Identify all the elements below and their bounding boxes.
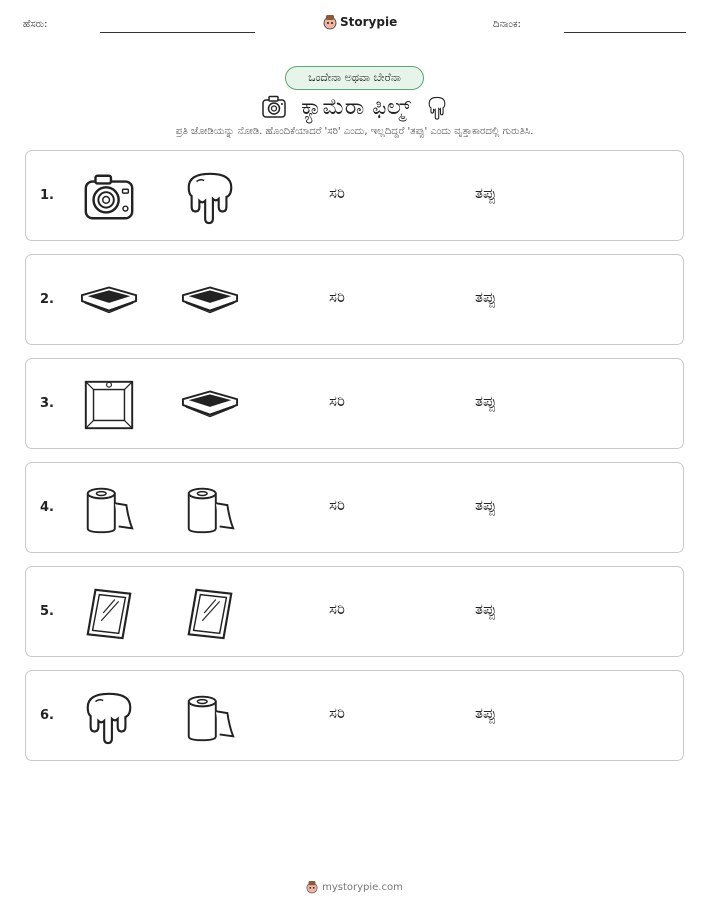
question-number: 2. — [40, 292, 54, 307]
date-label: ದಿನಾಂಕ: — [493, 19, 521, 30]
melting-drip-icon — [80, 688, 138, 746]
page-title: ಕ್ಯಾಮೆರಾ ಫಿಲ್ಮ್ — [301, 94, 412, 120]
film-roll-icon — [181, 688, 239, 746]
name-field[interactable] — [100, 32, 255, 33]
option-true[interactable]: ಸರಿ — [329, 288, 345, 306]
footer — [0, 880, 709, 894]
developing-tray-icon — [181, 272, 239, 330]
glass-slide-icon — [181, 584, 239, 642]
option-true[interactable]: ಸರಿ — [329, 184, 345, 202]
title-row — [0, 90, 709, 124]
camera-icon — [259, 92, 289, 122]
option-true[interactable]: ಸರಿ — [329, 392, 345, 410]
name-label: ಹೆಸರು: — [23, 19, 48, 30]
glass-slide-icon — [80, 584, 138, 642]
option-true[interactable]: ಸರಿ — [329, 600, 345, 618]
date-field[interactable] — [564, 32, 686, 33]
question-card — [25, 566, 684, 657]
mascot-icon — [306, 880, 318, 894]
option-false[interactable]: ತಪ್ಪು — [475, 184, 497, 202]
melting-drip-icon — [424, 92, 450, 122]
option-false[interactable]: ತಪ್ಪು — [475, 704, 497, 722]
film-roll-icon — [80, 480, 138, 538]
picture-frame-icon — [80, 376, 138, 434]
option-true[interactable]: ಸರಿ — [329, 704, 345, 722]
brand-name: Storypie — [340, 15, 398, 29]
option-false[interactable]: ತಪ್ಪು — [475, 600, 497, 618]
option-true[interactable]: ಸರಿ — [329, 496, 345, 514]
question-number: 6. — [40, 708, 54, 723]
worksheet-type-badge: ಒಂದೇನಾ ಅಥವಾ ಬೇರೆನಾ — [285, 66, 424, 90]
developing-tray-icon — [181, 376, 239, 434]
option-false[interactable]: ತಪ್ಪು — [475, 496, 497, 514]
mascot-icon — [323, 14, 337, 30]
option-false[interactable]: ತಪ್ಪು — [475, 392, 497, 410]
question-number: 1. — [40, 188, 54, 203]
question-number: 5. — [40, 604, 54, 619]
question-card — [25, 254, 684, 345]
question-card — [25, 670, 684, 761]
instructions: ಪ್ರತಿ ಜೋಡಿಯನ್ನು ನೋಡಿ. ಹೊಂದಿಕೆಯಾದರೆ 'ಸರಿ' ಎಂದು, ಇಲ್ಲದಿದ್ದರೆ 'ತಪ್ಪು' ಎಂದು ವೃತ್ತಾಕಾರದಲ್ಲಿ ಗುರುತಿಸಿ. — [175, 126, 534, 137]
question-number: 4. — [40, 500, 54, 515]
option-false[interactable]: ತಪ್ಪು — [475, 288, 497, 306]
question-number: 3. — [40, 396, 54, 411]
developing-tray-icon — [80, 272, 138, 330]
brand-logo — [323, 14, 397, 30]
footer-site[interactable]: mystorypie.com — [322, 881, 403, 893]
question-card — [25, 462, 684, 553]
question-card — [25, 358, 684, 449]
question-card — [25, 150, 684, 241]
melting-drip-icon — [181, 168, 239, 226]
camera-icon — [80, 168, 138, 226]
film-roll-icon — [181, 480, 239, 538]
